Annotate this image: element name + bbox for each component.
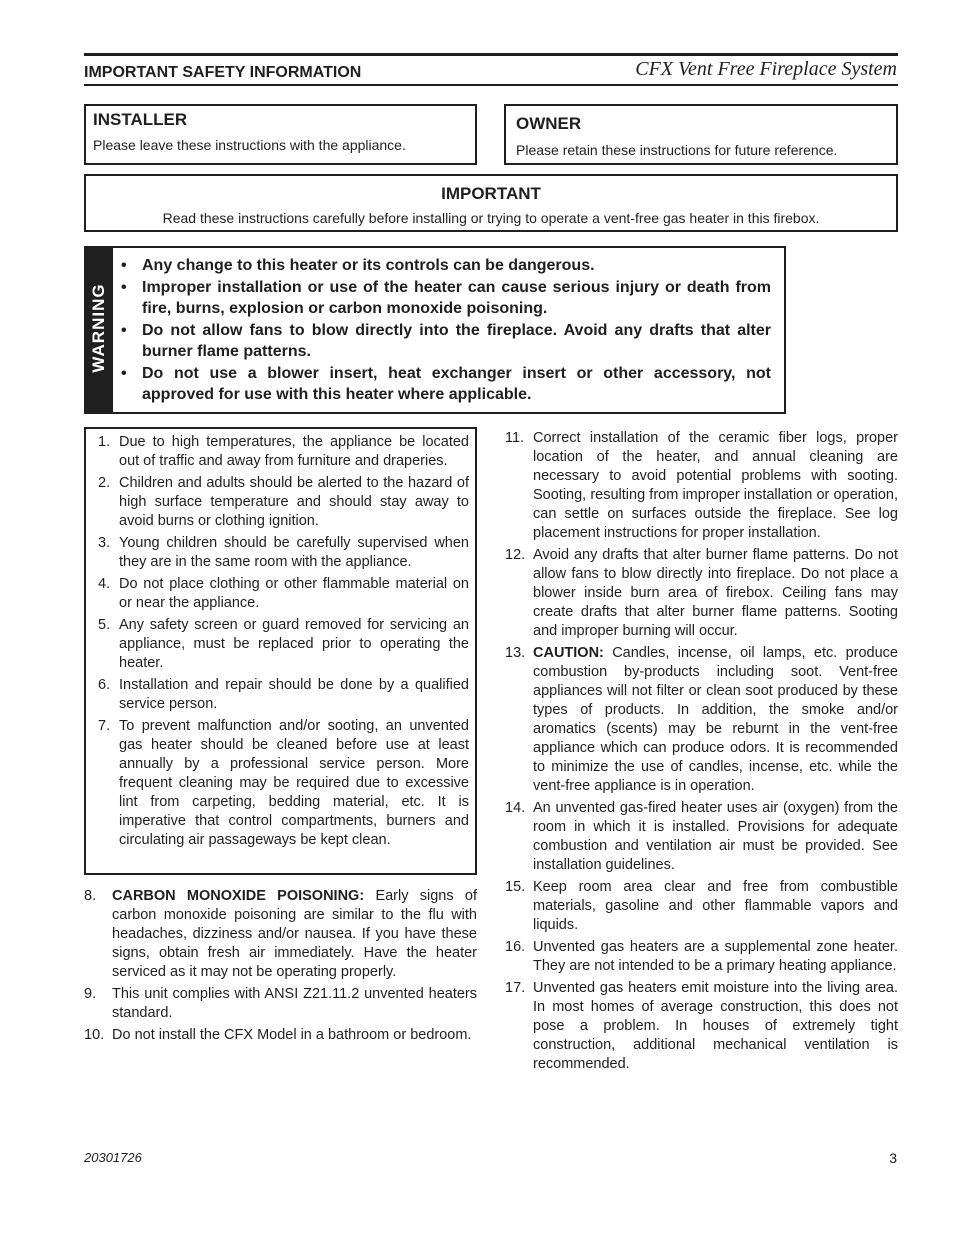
list-item [505,644,898,796]
list-item [98,575,469,613]
item-text: Young children should be carefully supervised when they are in the same room with the appliance. [119,535,469,570]
list-item [505,546,898,641]
item-text: Installation and repair should be done by a qualified service person. [119,677,469,712]
item-text: Due to high temperatures, the appliance be located out of traffic and away from furniture and draperies. [119,434,469,469]
item-number: 8. [84,888,97,904]
right-column-list [505,429,898,1077]
item-number: 2. [98,475,111,491]
warning-item: • Any change to this heater or its controls can be dangerous. [121,255,771,277]
owner-title: OWNER [516,114,582,133]
boxed-safety-list [84,427,477,875]
warning-list [121,255,771,406]
item-text: Do not install the CFX Model in a bathroom or bedroom. [112,1027,472,1043]
list-item [505,938,898,976]
installer-box [84,104,477,165]
list-item [98,474,469,531]
item-number: 17. [505,980,526,996]
item-number: 9. [84,986,97,1002]
list-item [505,878,898,935]
item-number: 1. [98,434,111,450]
item-number: 7. [98,718,111,734]
list-item [84,985,477,1023]
list-item [98,433,469,471]
item-text: Children and adults should be alerted to the hazard of high surface temperature and should stay away to avoid burns or clothing ignition. [119,475,469,529]
important-text: Read these instructions carefully before installing or trying to operate a vent-free gas heater in this firebox. [162,210,820,226]
warning-label: WARNING [89,283,108,373]
list-item [98,676,469,714]
item-text: An unvented gas-fired heater uses air (oxygen) from the room in which it is installed. Provisions for adequate combustion and ventilation air must be provided. See installation guidelines. [533,800,898,873]
list-item [505,799,898,875]
header-rule-bottom [84,84,898,86]
system-name: CFX Vent Free Fireplace System [635,58,897,80]
important-title: IMPORTANT [441,184,541,203]
item-number: 6. [98,677,111,693]
document-code: 20301726 [84,1150,142,1165]
item-number: 14. [505,800,526,816]
item-text: Any safety screen or guard removed for servicing an appliance, must be replaced prior to operating the heater. [119,617,469,671]
page-number: 3 [889,1150,897,1166]
item-text: Unvented gas heaters emit moisture into the living area. In most homes of average construction, this does not pose a problem. In houses of extremely tight construction, additional mechanical ventilation is recommended. [533,980,898,1072]
item-text: Early signs of carbon monoxide poisoning are similar to the flu with headaches, dizziness and/or nausea. If you have these signs, obtain fresh air immediately. Have the heater serviced as it may not be operating properly. [112,888,477,980]
item-text: Unvented gas heaters are a supplemental zone heater. They are not intended to be a primary heating appliance. [533,939,898,974]
list-item [505,429,898,543]
item-text: Avoid any drafts that alter burner flame patterns. Do not allow fans to blow directly into fireplace. Do not place a blower inside burn area of firebox. Ceiling fans may create drafts that alter burner flame patterns. Sooting and improper burning will occur. [533,547,898,639]
list-item [98,717,469,850]
warning-sidebar [86,248,113,412]
important-box [84,174,898,232]
list-item [98,616,469,673]
item-number: 11. [505,430,525,446]
item-number: 16. [505,939,526,955]
item-number: 5. [98,617,111,633]
section-title: IMPORTANT SAFETY INFORMATION [84,64,362,81]
list-item [84,1026,477,1045]
left-column-list [84,887,477,1048]
warning-item: • Do not use a blower insert, heat exchanger insert or other accessory, not approved for use with this heater where applicable. [121,363,771,406]
item-text: To prevent malfunction and/or sooting, an unvented gas heater should be cleaned before use at least annually by a professional service person. More frequent cleaning may be required due to excessive lint from carpeting, bedding material, etc. It is imperative that control compartments, burners and circulating air passageways be kept clean. [119,718,469,848]
list-item [98,534,469,572]
list-item [84,887,477,982]
boxed-list [98,433,469,853]
list-item [505,979,898,1074]
warning-item: • Improper installation or use of the heater can cause serious injury or death from fire, burns, explosion or carbon monoxide poisoning. [121,277,771,320]
item-text: Do not place clothing or other flammable material on or near the appliance. [119,576,469,611]
item-number: 10. [84,1027,105,1043]
installer-text: Please leave these instructions with the appliance. [93,137,406,153]
item-lead: CAUTION: [533,645,604,661]
item-text: Candles, incense, oil lamps, etc. produce combustion by-products including soot. Vent-free appliances will not filter or clean soot produced by these types of products. In addition, the smoke and/or aromatics (scents) may be reburnt in the vent-free appliance which can produce odors. It is recommended to minimize the use of candles, incense, etc. while the vent-free appliance is in operation. [533,645,898,794]
item-text: Keep room area clear and free from combustible materials, gasoline and other flammable vapors and liquids. [533,879,898,933]
item-number: 4. [98,576,111,592]
warning-box [84,246,786,414]
item-number: 3. [98,535,111,551]
header-rule-top [84,53,898,56]
item-number: 13. [505,645,526,661]
item-lead: CARBON MONOXIDE POISONING: [112,888,365,904]
item-text: This unit complies with ANSI Z21.11.2 unvented heaters standard. [112,986,477,1021]
owner-text: Please retain these instructions for future reference. [516,142,838,158]
item-text: Correct installation of the ceramic fiber logs, proper location of the heater, and annual cleaning are necessary to avoid potential problems with sooting. Sooting, resulting from improper installation or operation, can settle on surfaces outside the fireplace. See log placement instructions for proper installation. [533,430,898,541]
owner-box [504,104,898,165]
installer-title: INSTALLER [93,110,188,129]
item-number: 12. [505,547,526,563]
warning-item: • Do not allow fans to blow directly into the fireplace. Avoid any drafts that alter burner flame patterns. [121,320,771,363]
item-number: 15. [505,879,526,895]
